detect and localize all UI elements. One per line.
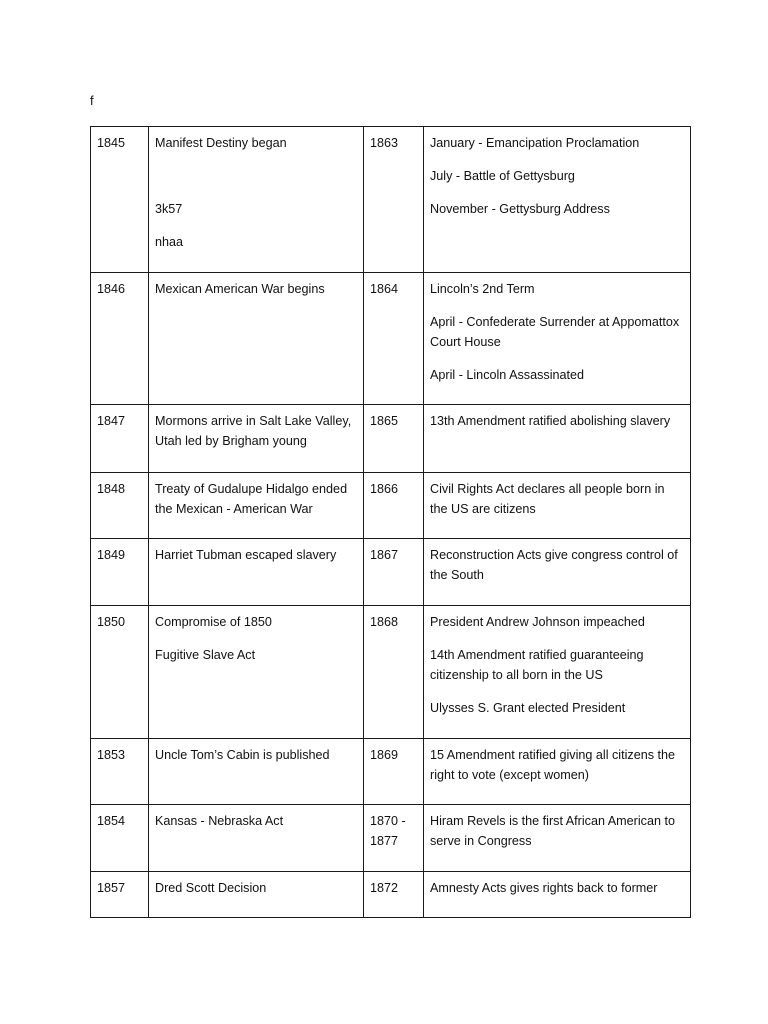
event-line: January - Emancipation Proclamation	[430, 136, 640, 150]
year-cell-right	[364, 872, 424, 918]
table-row	[91, 405, 691, 473]
year-cell-right	[364, 539, 424, 606]
year-right: 1870 - 1877	[370, 814, 406, 848]
timeline-table	[90, 126, 691, 918]
event-line: Hiram Revels is the first African American to serve in Congress	[430, 814, 675, 848]
event-cell-left	[149, 872, 364, 918]
event-cell-left	[149, 539, 364, 606]
table-row	[91, 606, 691, 739]
event-line: 14th Amendment ratified guaranteeing citizenship to all born in the US	[430, 648, 644, 682]
year-cell-right	[364, 273, 424, 405]
event-line: Kansas - Nebraska Act	[155, 814, 284, 828]
table-row	[91, 872, 691, 918]
event-cell-left	[149, 805, 364, 872]
table-row	[91, 539, 691, 606]
year-cell-left	[91, 473, 149, 539]
year-cell-left	[91, 872, 149, 918]
year-left: 1853	[97, 748, 126, 762]
event-line: April - Confederate Surrender at Appomattox Court House	[430, 315, 680, 349]
event-line: Compromise of 1850	[155, 615, 272, 629]
table-row	[91, 805, 691, 872]
year-left: 1845	[97, 136, 126, 150]
event-line: Mormons arrive in Salt Lake Valley, Utah led by Brigham young	[155, 414, 352, 448]
event-line: Amnesty Acts gives rights back to former	[430, 881, 658, 895]
year-left: 1846	[97, 282, 126, 296]
year-cell-right	[364, 405, 424, 473]
event-line: 15 Amendment ratified giving all citizens the right to vote (except women)	[430, 748, 676, 782]
table-row	[91, 273, 691, 405]
event-line: 13th Amendment ratified abolishing slavery	[430, 414, 671, 428]
event-cell-right	[424, 127, 691, 273]
year-cell-right	[364, 805, 424, 872]
event-line: Lincoln’s 2nd Term	[430, 282, 535, 296]
event-line: nhaa	[155, 235, 184, 249]
year-cell-left	[91, 805, 149, 872]
year-right: 1866	[370, 482, 399, 496]
stray-text: f	[90, 93, 94, 108]
year-left: 1848	[97, 482, 126, 496]
year-cell-left	[91, 606, 149, 739]
event-cell-right	[424, 872, 691, 918]
event-cell-left	[149, 405, 364, 473]
year-cell-left	[91, 127, 149, 273]
event-line: November - Gettysburg Address	[430, 202, 610, 216]
event-cell-right	[424, 473, 691, 539]
event-cell-left	[149, 473, 364, 539]
event-line: April - Lincoln Assassinated	[430, 368, 585, 382]
event-cell-right	[424, 739, 691, 805]
year-right: 1867	[370, 548, 399, 562]
year-cell-right	[364, 606, 424, 739]
year-cell-left	[91, 739, 149, 805]
year-right: 1865	[370, 414, 399, 428]
event-line: Fugitive Slave Act	[155, 648, 256, 662]
event-line: Dred Scott Decision	[155, 881, 267, 895]
event-cell-right	[424, 405, 691, 473]
year-left: 1847	[97, 414, 126, 428]
year-cell-left	[91, 539, 149, 606]
year-cell-right	[364, 127, 424, 273]
event-line: 3k57	[155, 202, 183, 216]
event-line: Manifest Destiny began	[155, 136, 287, 150]
event-line: Reconstruction Acts give congress control of the South	[430, 548, 678, 582]
event-cell-right	[424, 539, 691, 606]
event-line: Uncle Tom’s Cabin is published	[155, 748, 330, 762]
event-line: Ulysses S. Grant elected President	[430, 701, 626, 715]
event-cell-right	[424, 273, 691, 405]
event-line: July - Battle of Gettysburg	[430, 169, 575, 183]
table-row	[91, 473, 691, 539]
year-right: 1872	[370, 881, 399, 895]
year-left: 1850	[97, 615, 126, 629]
event-cell-left	[149, 273, 364, 405]
event-line: Treaty of Gudalupe Hidalgo ended the Mexican - American War	[155, 482, 348, 516]
table-row	[91, 127, 691, 273]
event-cell-left	[149, 127, 364, 273]
event-cell-left	[149, 739, 364, 805]
event-line: Civil Rights Act declares all people born in the US are citizens	[430, 482, 665, 516]
year-left: 1849	[97, 548, 126, 562]
year-left: 1854	[97, 814, 126, 828]
year-right: 1864	[370, 282, 399, 296]
table-row	[91, 739, 691, 805]
year-cell-left	[91, 273, 149, 405]
blank-line	[155, 166, 357, 199]
event-cell-right	[424, 606, 691, 739]
event-cell-right	[424, 805, 691, 872]
event-cell-left	[149, 606, 364, 739]
year-left: 1857	[97, 881, 126, 895]
year-cell-left	[91, 405, 149, 473]
event-line: President Andrew Johnson impeached	[430, 615, 645, 629]
year-cell-right	[364, 739, 424, 805]
year-right: 1868	[370, 615, 399, 629]
event-line: Mexican American War begins	[155, 282, 325, 296]
event-line: Harriet Tubman escaped slavery	[155, 548, 337, 562]
year-right: 1869	[370, 748, 399, 762]
year-cell-right	[364, 473, 424, 539]
year-right: 1863	[370, 136, 399, 150]
